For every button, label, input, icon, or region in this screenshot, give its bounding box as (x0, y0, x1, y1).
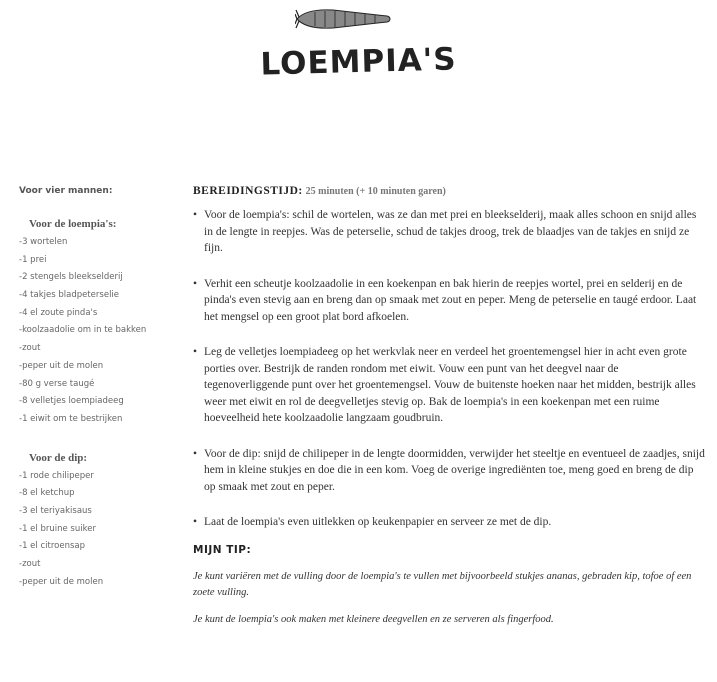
ingredient-item: -80 g verse taugé (19, 378, 95, 389)
prep-time-value: 25 minuten (+ 10 minuten garen) (305, 186, 446, 197)
bullet-icon: • (193, 209, 198, 221)
ingredient-item: -koolzaadolie om in te bakken (19, 325, 147, 336)
bullet-icon: • (193, 346, 198, 358)
ingredient-item: -zout (19, 343, 41, 354)
ingredients-sidebar (19, 186, 189, 594)
dip-ingredients-heading: Voor de dip: (29, 451, 88, 464)
prep-time-label: BEREIDINGSTIJD: (193, 185, 303, 197)
tip-heading: MIJN TIP: (193, 543, 252, 556)
ingredient-item: -3 el teriyakisaus (19, 505, 92, 516)
step-text: Leg de velletjes loempiadeeg op het werkvlak neer en verdeel het groentemengsel hier in acht even grote porties over. Bestrijk de randen rondom met eiwit. Vouw een punt van het deegvel naar de tegenoverliggende punt over het groentemengsel. Vouw de buitenste hoeken naar het midden, bestrijk alles weer met eiwit en rol de deegvelletjes stevig op. Bak de loempia's in een koekenpan met een ruime hoeveelheid hete koolzaadolie langzaam goudbruin. (204, 346, 696, 424)
ingredient-item: -1 rode chilipeper (19, 470, 94, 481)
step-text: Verhit een scheutje koolzaadolie in een koekenpan en bak hierin de reepjes wortel, prei en selderij en de pinda's even stevig aan en breng dan op smaak met zout en peper. Meng de peterselie en taugé erdoor. Laat het mengsel op een groot plat bord afkoelen. (204, 277, 697, 323)
carrot-icon (295, 6, 395, 32)
step-item (193, 446, 705, 496)
bullet-icon: • (193, 447, 198, 460)
tip-text: Je kunt de loempia's ook maken met kleinere deegvellen en ze serveren als fingerfood. (193, 613, 554, 625)
step-item (193, 514, 705, 531)
ingredient-item: -3 wortelen (19, 237, 68, 247)
ingredient-item: -8 el ketchup (19, 488, 75, 499)
step-text: Laat de loempia's even uitlekken op keukenpapier en serveer ze met de dip. (204, 516, 552, 528)
page-title: LOEMPIA'S (260, 41, 457, 83)
bullet-icon: • (193, 516, 198, 528)
steps-list (193, 207, 705, 531)
bullet-icon: • (193, 277, 198, 290)
ingredient-item: -peper uit de molen (19, 360, 104, 371)
ingredient-item: -1 el bruine suiker (19, 523, 96, 534)
header (0, 0, 717, 100)
step-item (193, 276, 705, 326)
ingredient-item: -4 takjes bladpeterselie (19, 290, 120, 301)
step-text: Voor de loempia's: schil de wortelen, was ze dan met prei en bleekselderij, maak alles schoon en snijd alles in de lengte in reepjes. Was de peterselie, schud de takjes droog, trek de blaadjes van de takjes en snijd ze fijn. (204, 209, 697, 254)
ingredient-item: -1 el citroensap (19, 541, 85, 552)
dip-ingredients-list (19, 471, 189, 595)
tip-text: Je kunt variëren met de vulling door de loempia's te vullen met bijvoorbeeld stukjes ananas, gebraden kip, tofoe of een zoete vulling. (193, 570, 692, 598)
step-item (193, 207, 705, 257)
servings-heading: Voor vier mannen: (19, 186, 113, 196)
ingredient-item: -1 prei (19, 254, 47, 265)
ingredient-item: -peper uit de molen (19, 576, 104, 587)
loempia-ingredients-list (19, 237, 189, 432)
loempia-ingredients-heading: Voor de loempia's: (29, 218, 117, 230)
ingredient-item: -4 el zoute pinda's (19, 307, 98, 318)
ingredient-item: -8 velletjes loempiadeeg (19, 396, 124, 407)
ingredient-item: -2 stengels bleekselderij (19, 272, 123, 283)
step-text: Voor de dip: snijd de chilipeper in de lengte doormidden, verwijder het steeltje en eventueel de zaadjes, snijd hem in kleine stukjes en doe die in een kom. Voeg de overige ingrediënten toe, meng goed en breng de dip op smaak met zout en peper. (204, 447, 705, 493)
ingredient-item: -zout (19, 559, 41, 569)
step-item (193, 344, 705, 427)
prep-time (193, 185, 705, 197)
ingredient-item: -1 eiwit om te bestrijken (19, 413, 123, 424)
preparation-section (193, 185, 705, 638)
